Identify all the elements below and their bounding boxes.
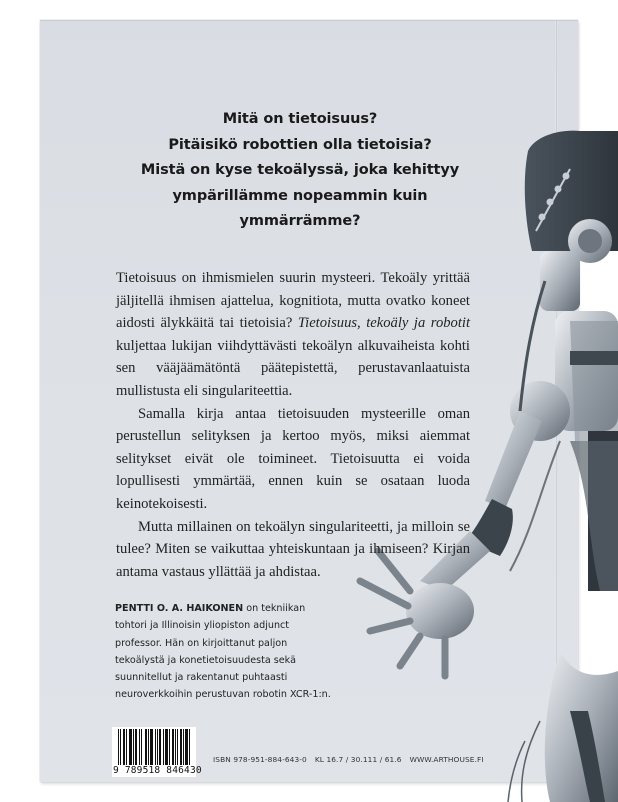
isbn-barcode <box>112 727 202 777</box>
library-classification: KL 16.7 / 30.111 / 61.6 <box>314 755 402 764</box>
isbn-number: ISBN 978-951-884-643-0 <box>213 755 307 764</box>
book-back-cover <box>40 20 578 782</box>
author-bio <box>115 600 337 704</box>
book-title-italic: Tietoisuus, tekoäly ja robotit <box>297 315 470 332</box>
question-line: Pitäisikö robottien olla tietoisia? <box>168 136 432 153</box>
barcode-bars-icon <box>118 729 191 765</box>
question-line: ymmärrämme? <box>239 213 361 229</box>
blurb-text-segment: kuljettaa lukijan viihdyttävästi tekoälyn alkuvaiheista kohti sen vääjäämätöntä päätepistettä, perustavanlaatuista mullistusta eli singulariteettia. <box>116 337 470 399</box>
question-line: Mitä on tietoisuus? <box>222 111 378 127</box>
headline-questions <box>130 107 470 235</box>
barcode-digits: 9 789518 846430 <box>113 765 202 776</box>
question-line: Mistä on kyse tekoälyssä, joka kehittyy <box>140 162 460 178</box>
question-line: ympärillämme nopeammin kuin <box>172 187 428 204</box>
publisher-website: WWW.ARTHOUSE.FI <box>409 755 484 764</box>
blurb-text <box>116 267 470 583</box>
author-bio-text: on tekniikan tohtori ja Illinoisin yliopiston adjunct professor. Hän on kirjoittanut paljon tekoälystä ja konetietoisuudesta sekä suunnitellut ja rakentanut puhtaasti neuroverkkoihin perustuvan robotin XCR-1:n. <box>115 603 331 701</box>
blurb-paragraph-2: Samalla kirja antaa tietoisuuden mysteerille oman perustellun selityksen ja kertoo myös, miksi aiemmat selitykset eivät ole toimineet. Tietoisuutta ei voida lopullisesti ymmärtää, ennen kuin se osataan luoda keinotekoisesti. <box>116 405 470 512</box>
imprint-line <box>213 755 492 764</box>
blurb-paragraph-1 <box>116 267 470 403</box>
blurb-text-segment: Tietoisuus on ihmismielen suurin mysteeri. Tekoäly yrittää jäljitellä ihmisen ajattelua, kognitiota, mutta ovatko koneet aidosti älykkäitä tai tietoisia? <box>116 270 470 332</box>
blurb-paragraph-3: Mutta millainen on tekoälyn singulariteetti, ja milloin se tulee? Miten se vaikuttaa yhteiskuntaan ja ihmiseen? Kirjan antama vastaus yllättää ja ahdistaa. <box>116 518 470 580</box>
author-name: PENTTI O. A. HAIKONEN <box>115 603 244 614</box>
